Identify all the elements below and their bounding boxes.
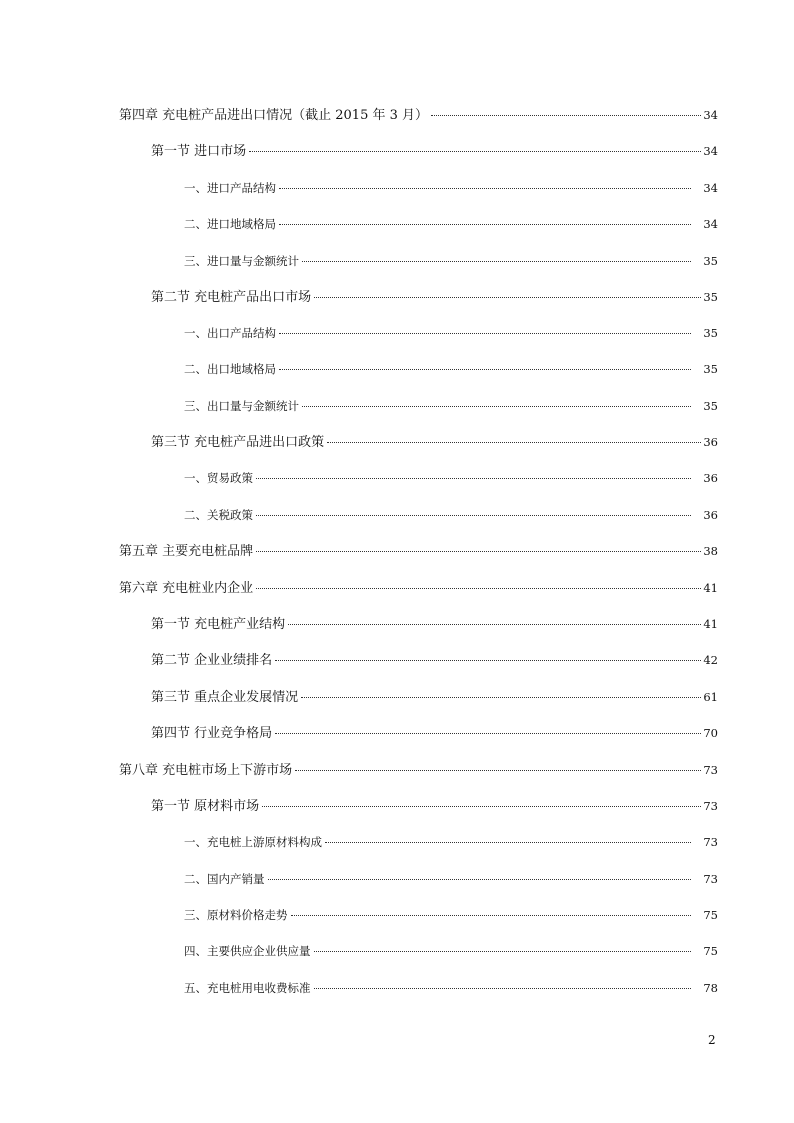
toc-entry-section[interactable] bbox=[151, 725, 718, 742]
toc-entry-subsection[interactable] bbox=[184, 325, 718, 341]
toc-entry-title: 五、充电桩用电收费标准 bbox=[184, 981, 311, 995]
toc-entry-page: 35 bbox=[703, 326, 718, 340]
toc-entry-chapter-5[interactable] bbox=[119, 543, 718, 560]
toc-entry-title: 第一节 进口市场 bbox=[151, 144, 247, 159]
dot-leader bbox=[256, 515, 691, 516]
toc-entry-section[interactable] bbox=[151, 689, 718, 706]
toc-entry-section[interactable] bbox=[151, 798, 718, 815]
dot-leader bbox=[431, 115, 701, 116]
dot-leader bbox=[325, 842, 691, 843]
toc-entry-section[interactable] bbox=[151, 616, 718, 633]
dot-leader bbox=[256, 588, 701, 589]
toc-entry-title: 第一节 充电桩产业结构 bbox=[151, 617, 286, 632]
toc-entry-subsection[interactable] bbox=[184, 871, 718, 887]
toc-entry-page: 41 bbox=[703, 581, 718, 595]
toc-entry-subsection[interactable] bbox=[184, 980, 718, 996]
toc-entry-page: 73 bbox=[703, 835, 718, 849]
toc-entry-title: 第二节 充电桩产品出口市场 bbox=[151, 290, 312, 305]
toc-entry-title: 二、出口地域格局 bbox=[184, 362, 276, 376]
toc-entry-page: 73 bbox=[703, 799, 718, 813]
toc-entry-page: 34 bbox=[703, 217, 718, 231]
dot-leader bbox=[279, 369, 691, 370]
toc-entry-subsection[interactable] bbox=[184, 907, 718, 923]
toc-entry-subsection[interactable] bbox=[184, 507, 718, 523]
dot-leader bbox=[288, 624, 701, 625]
dot-leader bbox=[314, 988, 692, 989]
dot-leader bbox=[279, 333, 691, 334]
toc-entry-page: 35 bbox=[703, 362, 718, 376]
dot-leader bbox=[279, 224, 691, 225]
toc-entry-page: 36 bbox=[703, 508, 718, 522]
toc-entry-title: 第一节 原材料市场 bbox=[151, 799, 260, 814]
toc-entry-subsection[interactable] bbox=[184, 834, 718, 850]
dot-leader bbox=[279, 188, 691, 189]
toc-entry-page: 73 bbox=[703, 872, 718, 886]
toc-entry-page: 34 bbox=[703, 181, 718, 195]
toc-entry-page: 34 bbox=[703, 108, 718, 122]
dot-leader bbox=[256, 551, 701, 552]
toc-entry-page: 35 bbox=[703, 290, 718, 304]
toc-entry-title: 第八章 充电桩市场上下游市场 bbox=[119, 763, 293, 778]
toc-entry-section[interactable] bbox=[151, 143, 718, 160]
dot-leader bbox=[295, 770, 701, 771]
dot-leader bbox=[256, 478, 691, 479]
dot-leader bbox=[268, 879, 692, 880]
toc-entry-page: 36 bbox=[703, 471, 718, 485]
toc-entry-page: 35 bbox=[703, 399, 718, 413]
toc-entry-page: 78 bbox=[703, 981, 718, 995]
toc-entry-page: 34 bbox=[703, 144, 718, 158]
toc-entry-title: 二、进口地域格局 bbox=[184, 217, 276, 231]
toc-entry-title: 三、进口量与金额统计 bbox=[184, 254, 299, 268]
toc-entry-title: 第三节 充电桩产品进出口政策 bbox=[151, 435, 325, 450]
toc-entry-page: 42 bbox=[703, 653, 718, 667]
toc-entry-title: 第六章 充电桩业内企业 bbox=[119, 581, 254, 596]
toc-entry-title: 二、关税政策 bbox=[184, 508, 253, 522]
dot-leader bbox=[302, 406, 691, 407]
toc-entry-page: 61 bbox=[703, 690, 718, 704]
toc-entry-title: 第二节 企业业绩排名 bbox=[151, 653, 273, 668]
dot-leader bbox=[302, 261, 691, 262]
toc-entry-page: 75 bbox=[703, 944, 718, 958]
toc-entry-chapter-4[interactable] bbox=[119, 107, 718, 124]
toc-entry-subsection[interactable] bbox=[184, 361, 718, 377]
toc-entry-chapter-6[interactable] bbox=[119, 580, 718, 597]
toc-entry-page: 36 bbox=[703, 435, 718, 449]
toc-entry-section[interactable] bbox=[151, 652, 718, 669]
dot-leader bbox=[314, 297, 701, 298]
toc-entry-title: 三、出口量与金额统计 bbox=[184, 399, 299, 413]
dot-leader bbox=[314, 951, 692, 952]
dot-leader bbox=[275, 733, 701, 734]
toc-entry-page: 70 bbox=[703, 726, 718, 740]
toc-entry-title: 一、出口产品结构 bbox=[184, 326, 276, 340]
dot-leader bbox=[249, 151, 701, 152]
dot-leader bbox=[327, 442, 701, 443]
toc-entry-subsection[interactable] bbox=[184, 253, 718, 269]
toc-entry-subsection[interactable] bbox=[184, 216, 718, 232]
toc-entry-chapter-8[interactable] bbox=[119, 762, 718, 779]
toc-entry-subsection[interactable] bbox=[184, 180, 718, 196]
toc-entry-page: 73 bbox=[703, 763, 718, 777]
toc-entry-title: 第三节 重点企业发展情况 bbox=[151, 690, 299, 705]
page-number: 2 bbox=[708, 1033, 716, 1047]
dot-leader bbox=[291, 915, 692, 916]
toc-entry-page: 35 bbox=[703, 254, 718, 268]
toc-entry-title: 一、进口产品结构 bbox=[184, 181, 276, 195]
dot-leader bbox=[301, 697, 701, 698]
toc-entry-title: 一、充电桩上游原材料构成 bbox=[184, 835, 322, 849]
toc-entry-section[interactable] bbox=[151, 289, 718, 306]
toc-entry-title: 第四节 行业竞争格局 bbox=[151, 726, 273, 741]
toc-entry-section[interactable] bbox=[151, 434, 718, 451]
toc-entry-subsection[interactable] bbox=[184, 398, 718, 414]
toc-entry-subsection[interactable] bbox=[184, 470, 718, 486]
toc-entry-title: 四、主要供应企业供应量 bbox=[184, 944, 311, 958]
toc-entry-title: 三、原材料价格走势 bbox=[184, 908, 288, 922]
dot-leader bbox=[262, 806, 701, 807]
toc-entry-title: 第五章 主要充电桩品牌 bbox=[119, 544, 254, 559]
toc-entry-title: 第四章 充电桩产品进出口情况（截止 2015 年 3 月） bbox=[119, 108, 429, 123]
toc-entry-title: 二、国内产销量 bbox=[184, 872, 265, 886]
toc-entry-title: 一、贸易政策 bbox=[184, 471, 253, 485]
toc-entry-page: 38 bbox=[703, 544, 718, 558]
dot-leader bbox=[275, 660, 701, 661]
toc-entry-page: 75 bbox=[703, 908, 718, 922]
toc-entry-subsection[interactable] bbox=[184, 943, 718, 959]
toc-entry-page: 41 bbox=[703, 617, 718, 631]
